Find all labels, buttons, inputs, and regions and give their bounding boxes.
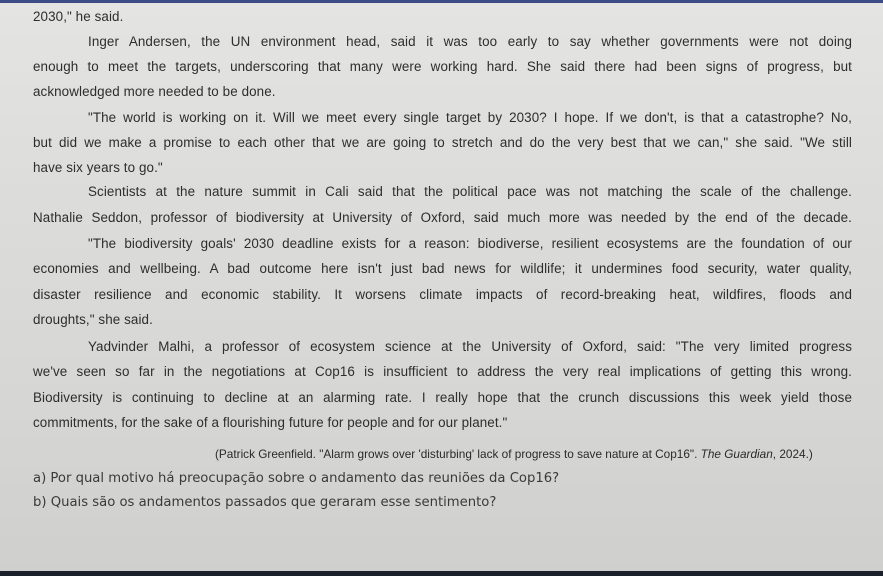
page-bottom-edge bbox=[0, 571, 883, 576]
article-line: economies and wellbeing. A bad outcome here isn't just bad news for wildlife; it undermines food security, water quality, bbox=[33, 261, 852, 276]
article-line: disaster resilience and economic stability. It worsens climate impacts of record-breaking heat, wildfires, floods and bbox=[33, 287, 852, 302]
article-line: enough to meet the targets, underscoring that many were working hard. She said there had been signs of progress, but bbox=[33, 59, 852, 74]
article-line: "The biodiversity goals' 2030 deadline exists for a reason: biodiverse, resilient ecosystems are the foundation of our bbox=[88, 236, 852, 251]
article-line: Nathalie Seddon, professor of biodiversity at University of Oxford, said much more was needed by the end of the decade. bbox=[33, 210, 852, 225]
article-line: we've seen so far in the negotiations at Cop16 is insufficient to address the very real implications of getting this wrong. bbox=[33, 364, 852, 379]
article-line: have six years to go." bbox=[33, 160, 163, 175]
article-line: commitments, for the sake of a flourishing future for people and for our planet." bbox=[33, 415, 508, 430]
question-a: a) Por qual motivo há preocupação sobre o andamento das reuniões da Cop16? bbox=[33, 471, 560, 486]
article-line: Inger Andersen, the UN environment head, said it was too early to say whether governments were not doing bbox=[88, 34, 852, 49]
article-line: droughts," she said. bbox=[33, 312, 153, 327]
article-line: acknowledged more needed to be done. bbox=[33, 84, 276, 99]
article-line: Yadvinder Malhi, a professor of ecosystem science at the University of Oxford, said: "The very limited progress bbox=[88, 339, 852, 354]
question-b: b) Quais são os andamentos passados que geraram esse sentimento? bbox=[33, 495, 497, 510]
citation-main: (Patrick Greenfield. "Alarm grows over 'disturbing' lack of progress to save nature at Cop16". bbox=[215, 447, 701, 461]
article-line: Scientists at the nature summit in Cali said that the political pace was not matching the scale of the challenge. bbox=[88, 184, 852, 199]
citation-tail: , 2024.) bbox=[772, 447, 813, 461]
article-line: "The world is working on it. Will we meet every single target by 2030? I hope. If we don't, is that a catastrophe? No, bbox=[88, 110, 852, 125]
article-line: Biodiversity is continuing to decline at an alarming rate. I really hope that the crunch discussions this week yield those bbox=[33, 390, 852, 405]
citation bbox=[215, 447, 855, 461]
article-line: 2030," he said. bbox=[33, 9, 124, 24]
citation-source: The Guardian bbox=[700, 447, 773, 461]
article-line: but did we make a promise to each other that we are going to stretch and do the very best that we can," she said. "We still bbox=[33, 135, 852, 150]
page-top-edge bbox=[0, 0, 883, 3]
